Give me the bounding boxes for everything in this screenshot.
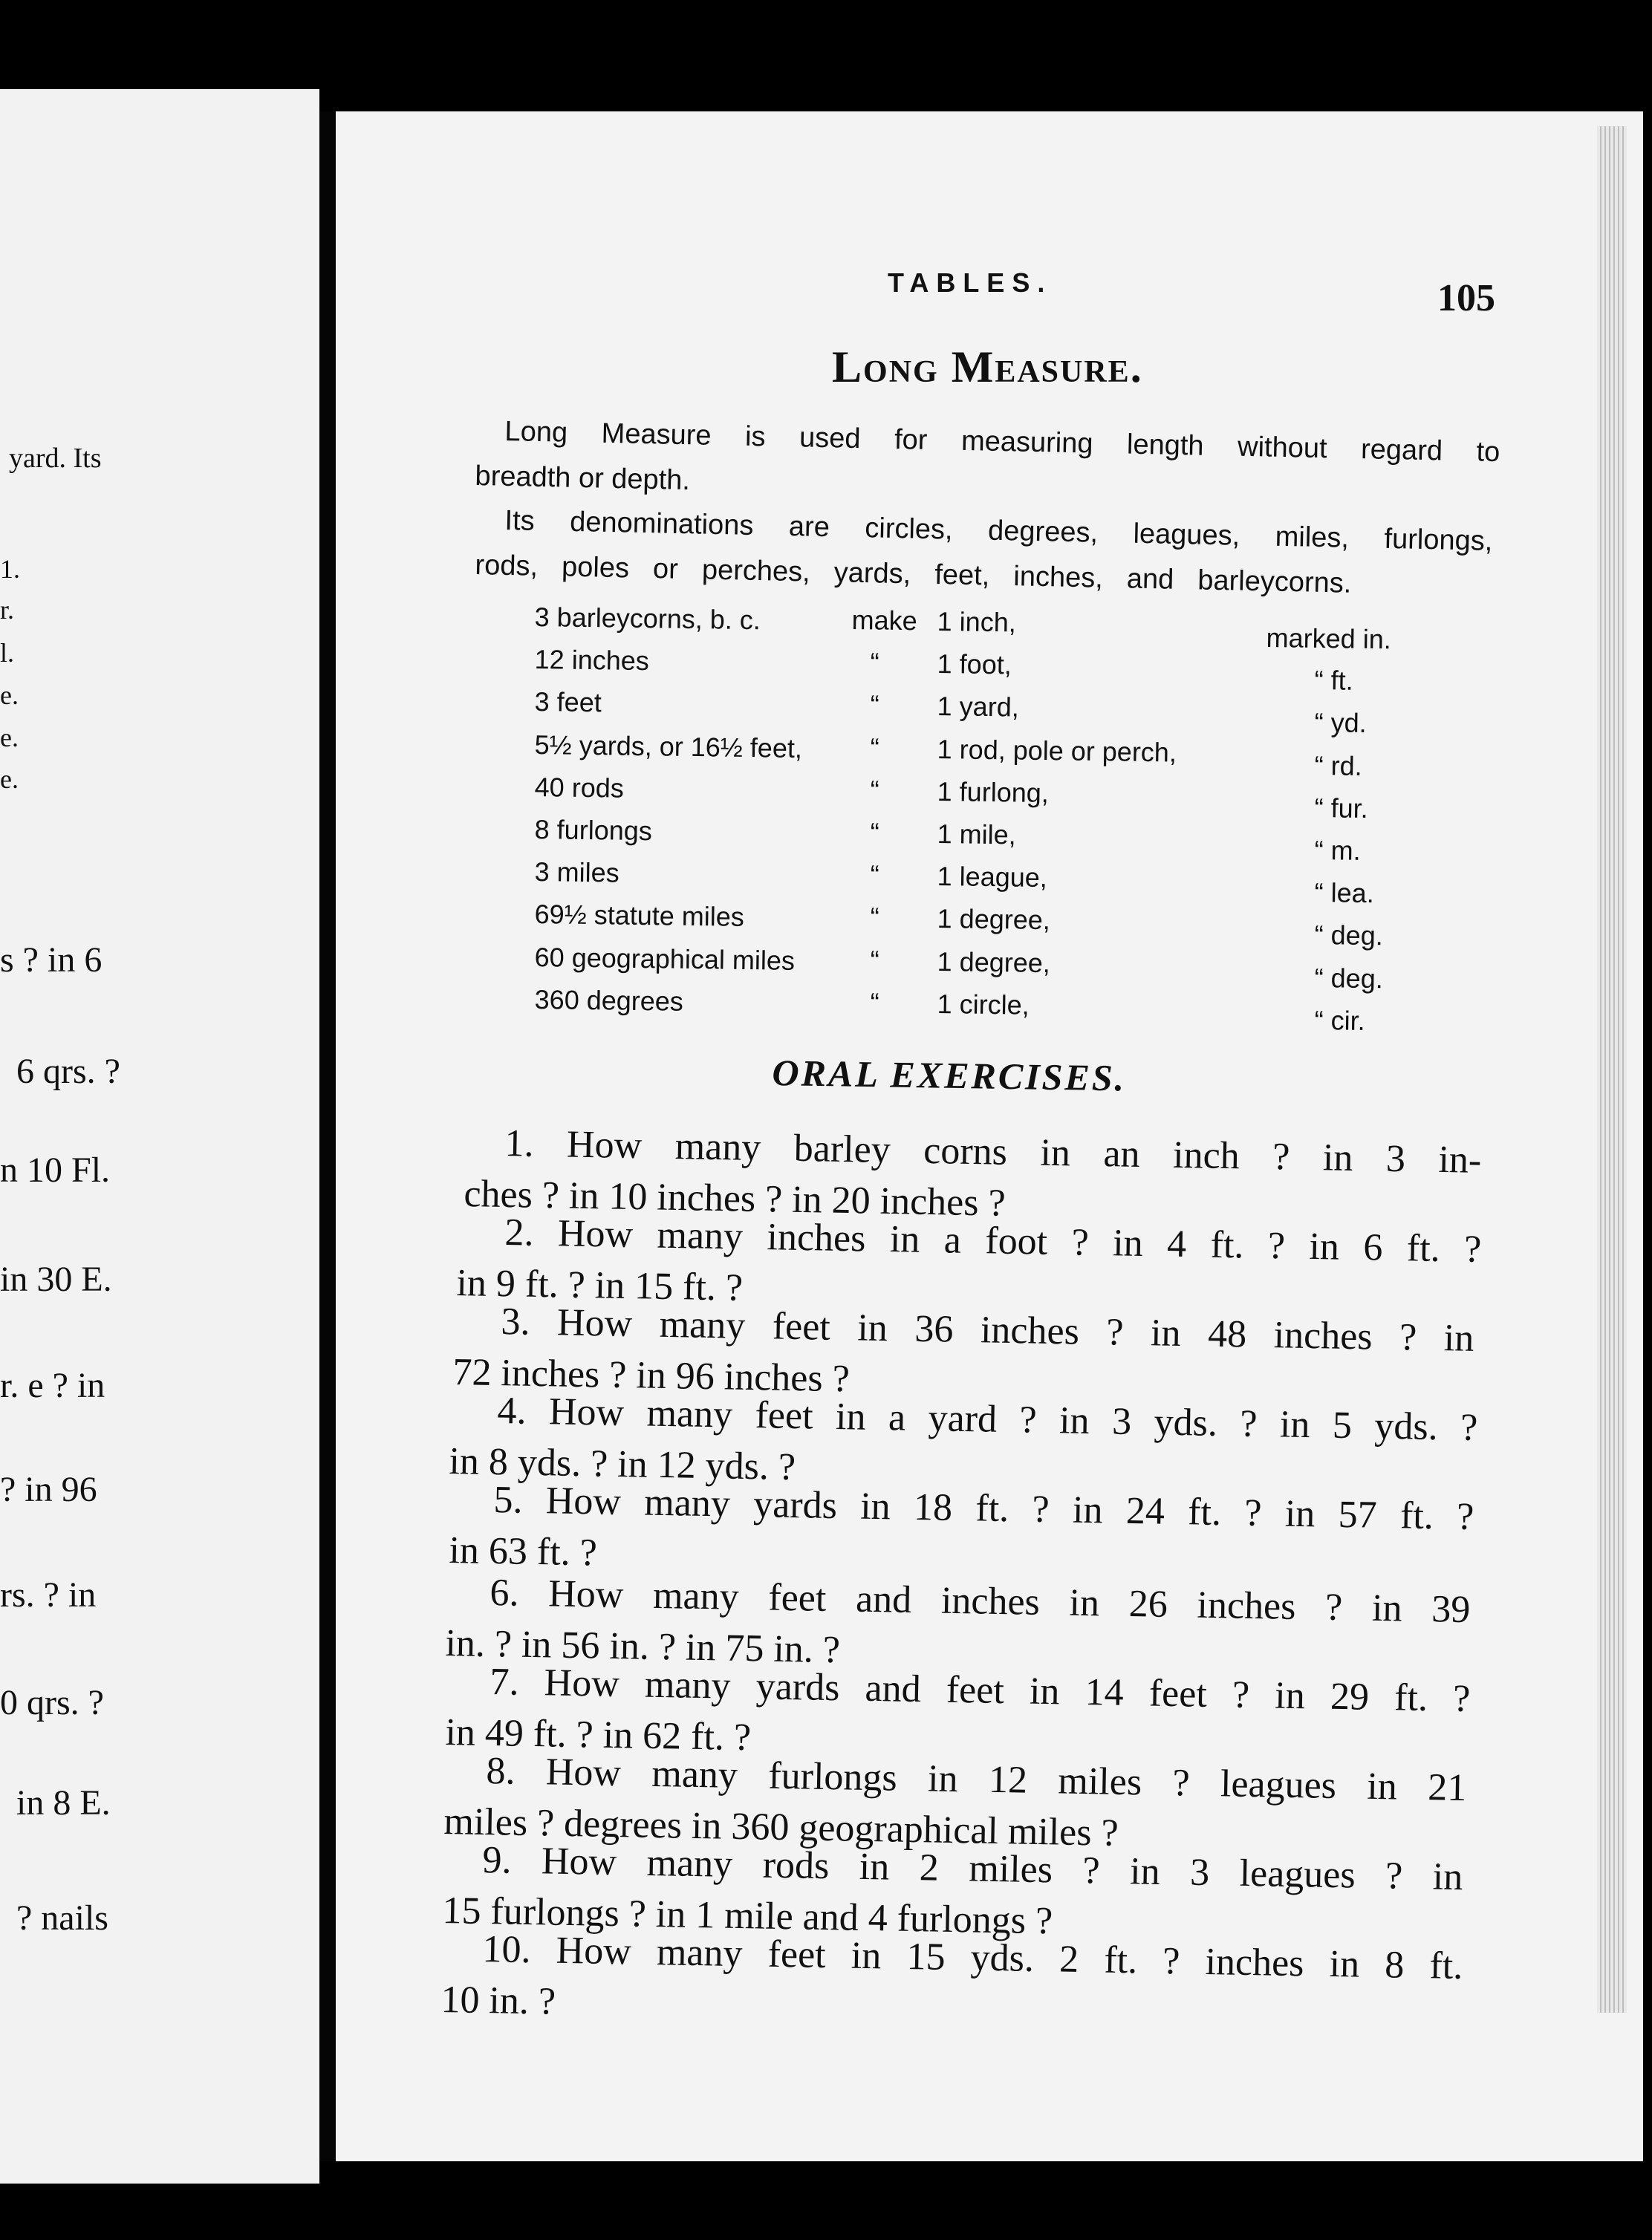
running-head: TABLES.	[888, 267, 1053, 298]
table-equals: 1 yard,	[937, 691, 1020, 723]
left-page-line: rs. ? in	[0, 1575, 97, 1615]
table-marked: “ rd.	[1314, 749, 1363, 781]
table-equals: 1 foot,	[937, 648, 1012, 680]
table-quantity: 5½ yards, or 16½ feet,	[534, 729, 803, 764]
table-equals: 1 inch,	[937, 606, 1017, 638]
table-make: “	[870, 986, 879, 1018]
table-equals: 1 circle,	[937, 988, 1030, 1020]
table-marked: “ fur.	[1314, 792, 1369, 824]
exercise-line: 72 inches ? in 96 inches ?	[452, 1350, 851, 1401]
left-page-line: r.	[0, 595, 15, 625]
table-marked: “ yd.	[1314, 707, 1368, 739]
table-quantity: 3 miles	[534, 856, 620, 888]
table-quantity: 360 degrees	[534, 983, 684, 1017]
table-make: “	[870, 817, 879, 848]
intro-line: breadth or depth.	[475, 460, 691, 497]
table-make: “	[870, 859, 879, 891]
exercise-line: 4. How many feet in a yard ? in 3 yds. ? in 5 yds. ?	[496, 1389, 1478, 1450]
table-quantity: 3 barleycorns, b. c.	[534, 602, 761, 636]
exercise-line: 15 furlongs ? in 1 mile and 4 furlongs ?	[441, 1889, 1053, 1943]
page-title: Long Measure.	[832, 342, 1143, 391]
exercise-line: 2. How many inches in a foot ? in 4 ft. ? in 6 ft. ?	[504, 1211, 1482, 1271]
table-equals: 1 furlong,	[937, 775, 1050, 808]
left-page-line: l.	[0, 638, 15, 668]
exercise-line: 10 in. ?	[440, 1978, 556, 2023]
left-page-line: s ? in 6	[0, 940, 103, 980]
table-make: “	[870, 774, 879, 805]
page-number: 105	[1437, 277, 1495, 319]
table-marked: “ m.	[1314, 835, 1361, 866]
table-equals: 1 league,	[937, 861, 1048, 893]
exercise-line: 9. How many rods in 2 miles ? in 3 leagues ? in	[481, 1838, 1463, 1899]
table-marked: “ ft.	[1314, 665, 1353, 696]
table-marked: “ deg.	[1314, 919, 1384, 951]
table-make: “	[870, 689, 879, 720]
table-marked: “ lea.	[1314, 877, 1375, 909]
exercise-line: in 9 ft. ? in 15 ft. ?	[455, 1261, 744, 1309]
exercise-line: 3. How many feet in 36 inches ? in 48 inches ? in	[500, 1300, 1474, 1360]
table-quantity: 60 geographical miles	[534, 941, 796, 976]
exercise-line: in 8 yds. ? in 12 yds. ?	[448, 1439, 796, 1489]
table-quantity: 8 furlongs	[534, 814, 653, 847]
left-page-line: in 8 E.	[16, 1783, 111, 1823]
table-quantity: 12 inches	[534, 644, 650, 677]
left-page-line: e.	[0, 680, 19, 710]
table-make: “	[870, 902, 879, 933]
table-marked: marked in.	[1266, 622, 1392, 655]
table-equals: 1 mile,	[937, 818, 1017, 850]
table-equals: 1 degree,	[937, 903, 1051, 936]
exercise-line: 1. How many barley corns in an inch ? in 3 in-	[504, 1121, 1482, 1182]
left-page-line: yard. Its	[9, 443, 102, 474]
exercise-line: 7. How many yards and feet in 14 feet ? in 29 ft. ?	[489, 1660, 1471, 1721]
intro-line: rods, poles or perches, yards, feet, inches, and barleycorns.	[475, 550, 1352, 599]
left-page-line: r. e ? in	[0, 1366, 105, 1405]
exercise-line: 5. How many yards in 18 ft. ? in 24 ft. ? in 57 ft. ?	[492, 1478, 1474, 1539]
table-quantity: 40 rods	[534, 771, 625, 804]
page-edges	[1597, 126, 1627, 2013]
left-page-line: in 30 E.	[0, 1260, 112, 1299]
exercise-line: in 63 ft. ?	[448, 1528, 598, 1575]
left-page-line: e.	[0, 723, 19, 752]
table-make: “	[870, 647, 879, 678]
table-quantity: 69½ statute miles	[534, 899, 745, 933]
left-page	[0, 89, 319, 2184]
table-make: make	[851, 605, 918, 636]
oral-exercises-heading: ORAL EXERCISES.	[772, 1051, 1127, 1099]
exercise-line: in 49 ft. ? in 62 ft. ?	[444, 1710, 752, 1759]
intro-line: Long Measure is used for measuring length without regard to	[504, 416, 1500, 469]
table-equals: 1 rod, pole or perch,	[937, 733, 1177, 768]
left-page-line: 1.	[0, 554, 20, 584]
exercise-line: ches ? in 10 inches ? in 20 inches ?	[463, 1172, 1007, 1225]
left-page-line: e.	[0, 764, 19, 794]
exercise-line: 8. How many furlongs in 12 miles ? leagues in 21	[485, 1749, 1467, 1810]
left-page-line: 6 qrs. ?	[16, 1052, 120, 1091]
table-make: “	[870, 944, 879, 975]
table-marked: “ deg.	[1314, 962, 1384, 994]
table-quantity: 3 feet	[534, 686, 602, 718]
left-page-line: n 10 Fl.	[0, 1150, 111, 1190]
left-page-line: ? nails	[16, 1898, 108, 1938]
exercise-line: in. ? in 56 in. ? in 75 in. ?	[444, 1621, 841, 1672]
intro-line: Its denominations are circles, degrees, leagues, miles, furlongs,	[504, 505, 1493, 557]
exercise-line: 6. How many feet and inches in 26 inches ? in 39	[489, 1571, 1471, 1632]
exercise-line: 10. How many feet in 15 yds. 2 ft. ? inches in 8 ft.	[481, 1927, 1463, 1988]
exercise-line: miles ? degrees in 360 geographical miles ?	[443, 1800, 1119, 1855]
table-equals: 1 degree,	[937, 945, 1051, 978]
table-make: “	[870, 732, 879, 763]
left-page-line: ? in 96	[0, 1470, 97, 1509]
left-page-line: 0 qrs. ?	[0, 1683, 104, 1722]
table-marked: “ cir.	[1314, 1004, 1365, 1036]
